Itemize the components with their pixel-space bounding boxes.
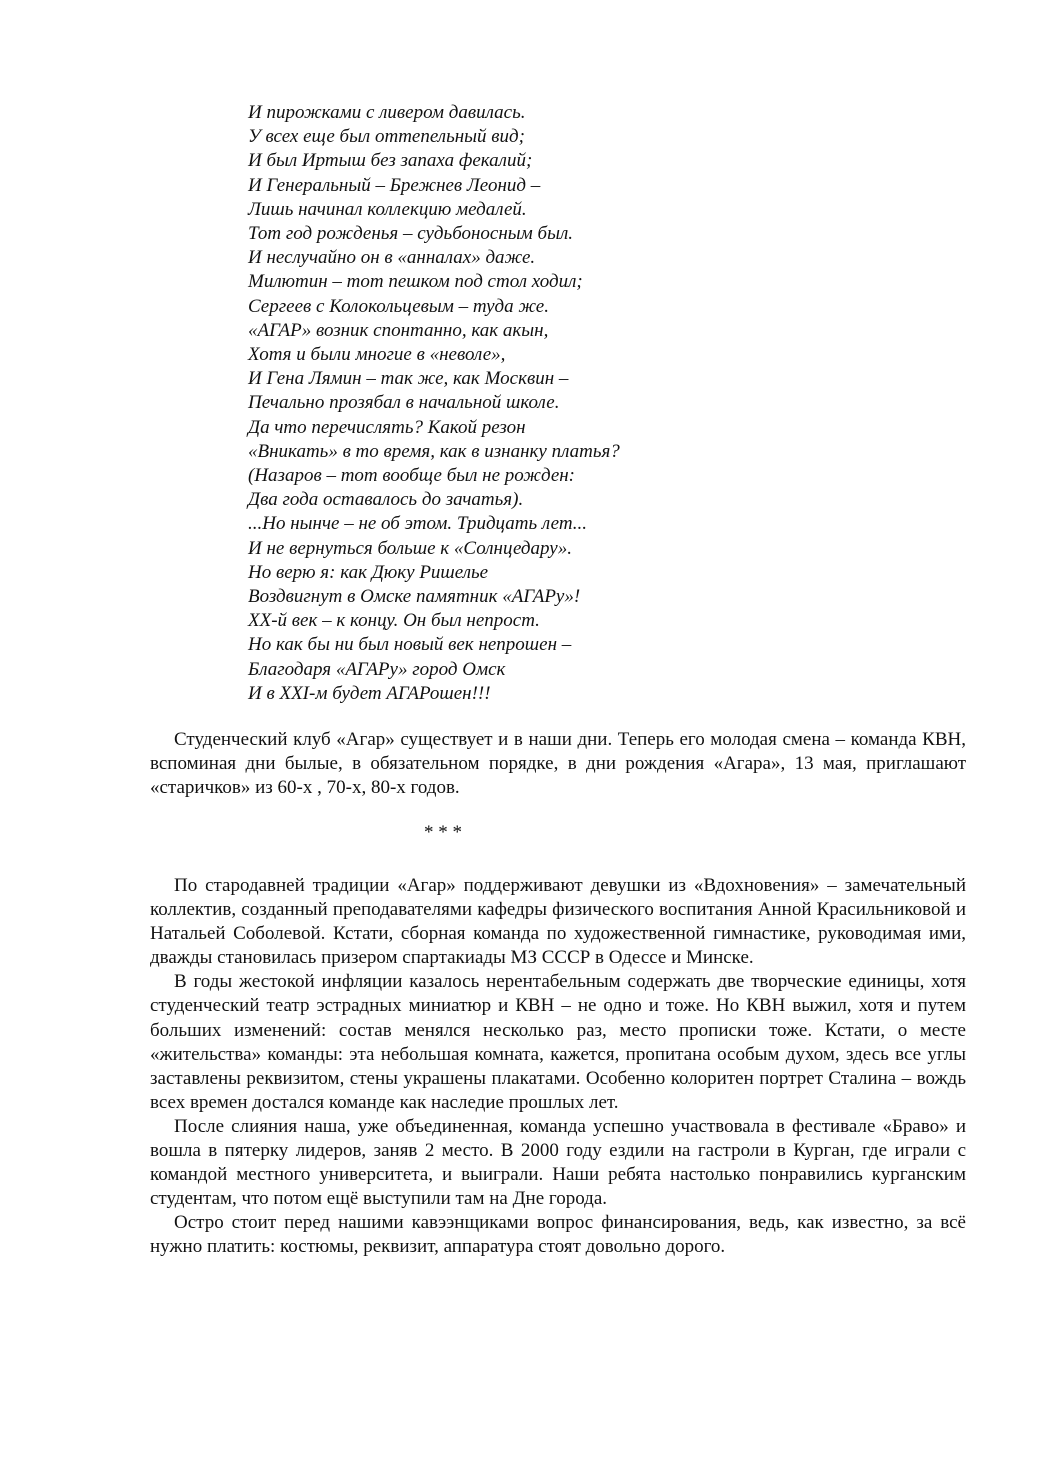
poem-line: «Вникать» в то время, как в изнанку платья?: [248, 440, 620, 462]
poem-line: Милютин – тот пешком под стол ходил;: [248, 271, 583, 293]
section-separator: [0, 822, 886, 844]
paragraph: Студенческий клуб «Агар» существует и в наши дни. Теперь его молодая смена – команда КВН, вспоминая дни былые, в обязательном порядке, в дни рождения «Агара», 13 мая, приглашают «старичков» из 60-х , 70-х, 80-х годов.: [150, 729, 966, 799]
poem-line: И Генеральный – Брежнев Леонид –: [248, 174, 541, 196]
poem-line: Да что перечислять? Какой резон: [248, 416, 526, 438]
poem-line: Два года оставалось до зачатья).: [248, 489, 524, 511]
poem-line: Но верю я: как Дюку Ришелье: [248, 561, 489, 583]
poem-line: У всех еще был оттепельный вид;: [248, 126, 525, 148]
paragraph: Остро стоит перед нашими кавээнщиками вопрос финансирования, ведь, как известно, за всё нужно платить: костюмы, реквизит, аппаратура стоят довольно дорого.: [150, 1212, 966, 1258]
paragraph: По стародавней традиции «Агар» поддерживают девушки из «Вдохновения» – замечательный коллектив, созданный преподавателями кафедры физического воспитания Анной Красильниковой и Натальей Соболевой. Кстати, сборная команда по художественной гимнастике, руководимая ими, дважды становилась призером спартакиады МЗ СССР в Одессе и Минске.: [150, 875, 966, 969]
poem-line: Лишь начинал коллекцию медалей.: [248, 198, 527, 220]
poem-line: (Назаров – тот вообще был не рожден:: [248, 465, 575, 487]
poem-line: И пирожками с ливером давилась.: [248, 102, 526, 123]
poem-line: И неслучайно он в «анналах» даже.: [248, 247, 536, 269]
separator-stars: * * *: [424, 822, 462, 843]
poem-line: Тот год рожденья – судьбоносным был.: [248, 223, 573, 245]
poem-line: «АГАР» возник спонтанно, как акын,: [248, 319, 549, 341]
prose-block-club: [150, 728, 966, 800]
poem-line: Благодаря «АГАРу» город Омск: [248, 658, 506, 680]
paragraph: В годы жестокой инфляции казалось нерентабельным содержать две творческие единицы, хотя студенческий театр эстрадных миниатюр и КВН – не одно и тоже. Но КВН выжил, хотя и путем больших изменений: состав менялся несколько раз, место прописки тоже. Кстати, о месте «жительства» команды: эта небольшая комната, кажется, пропитана особым духом, здесь все углы заставлены реквизитом, стены украшены плакатами. Особенно колоритен портрет Сталина – вождь всех времен достался команде как наследие прошлых лет.: [150, 971, 966, 1113]
poem-line: Сергеев с Колокольцевым – туда же.: [248, 295, 549, 317]
poem-line: И не вернуться больше к «Солнцедару».: [248, 537, 572, 559]
poem-line: И Гена Лямин – так же, как Москвин –: [248, 368, 569, 390]
poem-line: ХХ-й век – к концу. Он был непрост.: [248, 610, 540, 632]
prose-block-main: [150, 874, 966, 1260]
poem-line: ...Но нынче – не об этом. Тридцать лет...: [248, 513, 588, 535]
poem: [248, 101, 948, 706]
poem-line: И в XXI-м будет АГАРошен!!!: [248, 682, 491, 704]
paragraph: После слияния наша, уже объединенная, команда успешно участвовала в фестивале «Браво» и вошла в пятерку лидеров, заняв 2 место. В 2000 году ездили на гастроли в Курган, где играли с командой местного университета, и выиграли. Наши ребята настолько понравились курганским студентам, что потом ещё выступили там на Дне города.: [150, 1115, 966, 1210]
poem-line: Хотя и были многие в «неволе»,: [248, 344, 506, 366]
poem-line: Печально прозябал в начальной школе.: [248, 392, 560, 414]
poem-line: Воздвигнут в Омске памятник «АГАРу»!: [248, 586, 581, 608]
poem-line: И был Иртыш без запаха фекалий;: [248, 150, 533, 172]
poem-line: Но как бы ни был новый век непрошен –: [248, 634, 572, 656]
